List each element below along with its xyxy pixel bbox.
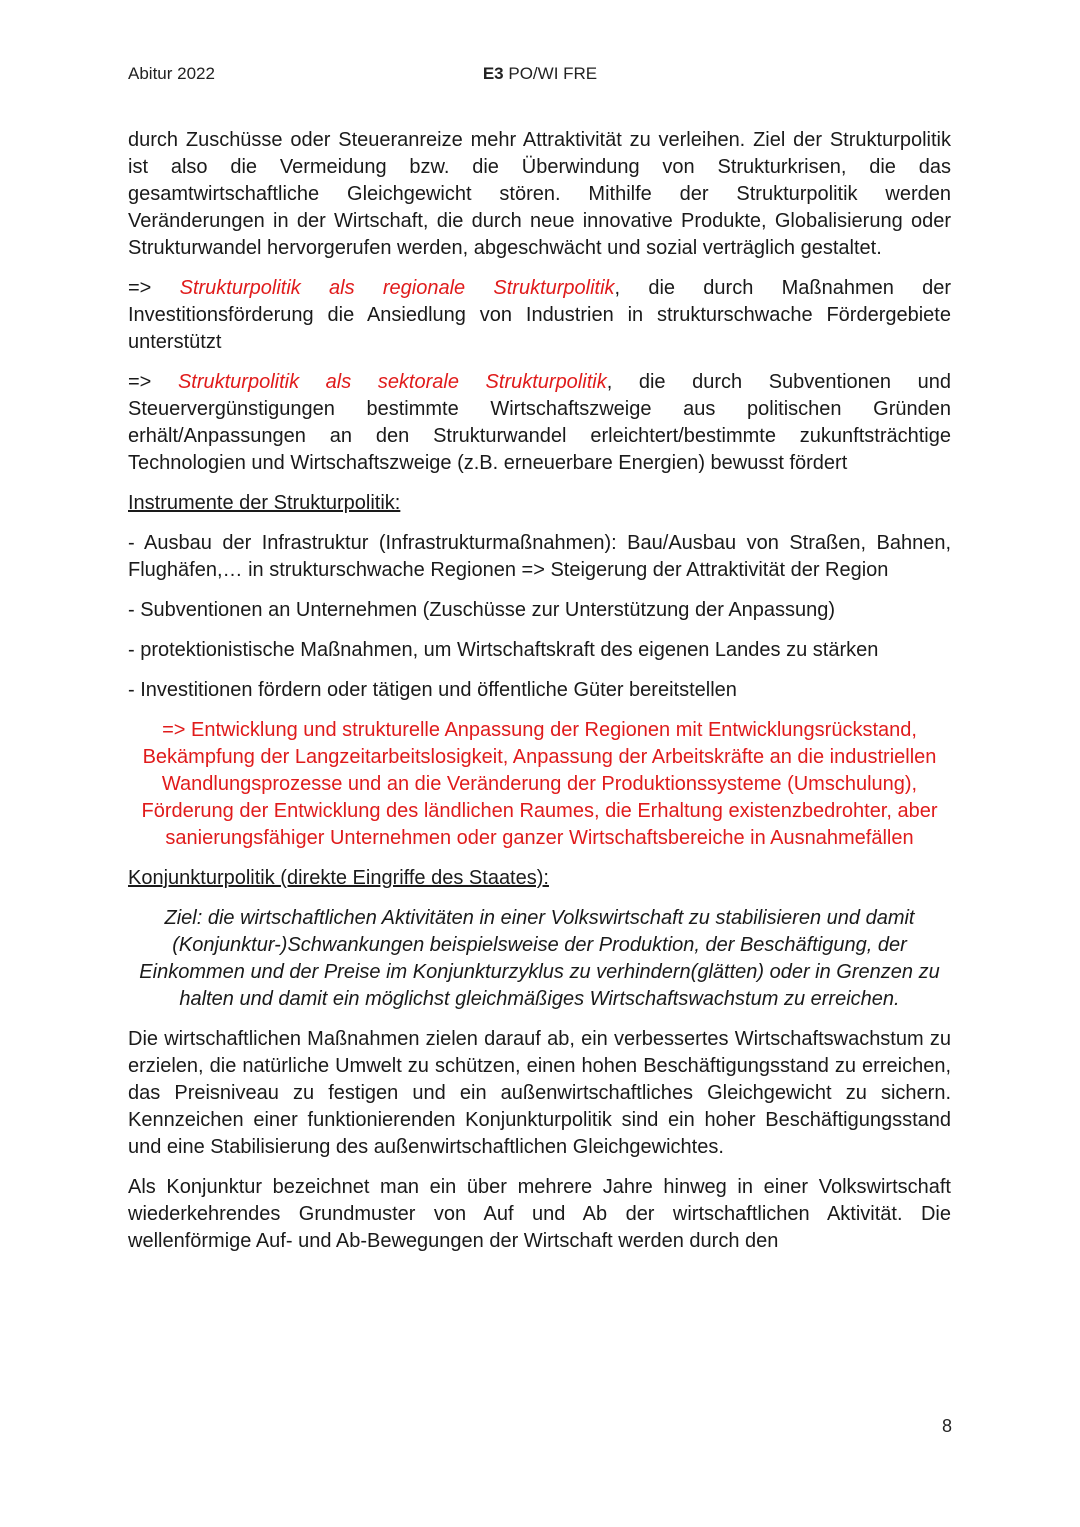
sectoral-policy-paragraph: [128, 369, 951, 477]
page-header: [128, 64, 952, 90]
header-exam-year: Abitur 2022: [128, 64, 215, 83]
arrow-marker: =>: [128, 371, 178, 393]
page-number: 8: [941, 1416, 952, 1436]
regional-policy-paragraph: [128, 275, 951, 356]
instrument-item: - Ausbau der Infrastruktur (Infrastrukturmaßnahmen): Bau/Ausbau von Straßen, Bahnen, Flughäfen,… in strukturschwache Regionen => Steigerung der Attraktivität der Region: [128, 532, 951, 581]
intro-paragraph: durch Zuschüsse oder Steueranreize mehr Attraktivität zu verleihen. Ziel der Strukturpolitik ist also die Vermeidung bzw. die Überwindung von Strukturkrisen, die das gesamtwirtschaftliche Gleichgewicht stören. Mithilfe der Strukturpolitik werden Veränderungen in der Wirtschaft, die durch neue innovative Produkte, Globalisierung oder Strukturwandel hervorgerufen werden, abgeschwächt und sozial verträglich gestaltet.: [128, 129, 951, 259]
instrument-item: - protektionistische Maßnahmen, um Wirtschaftskraft des eigenen Landes zu stärken: [128, 639, 879, 661]
goal-text: : die wirtschaftlichen Aktivitäten in einer Volkswirtschaft zu stabilisieren und damit (Konjunktur-)Schwankungen beispielsweise der Produktion, der Beschäftigung, der Einkommen und der Preise im Konjunkturzyklus zu verhindern(glätten) oder in Grenzen zu halten und damit ein möglichst gleichmäßiges Wirtschaftswachstum zu erreichen.: [139, 907, 940, 1010]
regional-policy-term: Strukturpolitik als regionale Strukturpolitik: [179, 277, 615, 299]
instrument-item: - Investitionen fördern oder tätigen und öffentliche Güter bereitstellen: [128, 679, 737, 701]
structural-policy-summary: => Entwicklung und strukturelle Anpassung der Regionen mit Entwicklungsrückstand, Bekämpfung der Langzeitarbeitslosigkeit, Anpassung der Arbeitskräfte an die industriellen Wandlungsprozesse und an die Veränderung der Produktionssysteme (Umschulung), Förderung der Entwicklung des ländlichen Raumes, die Erhaltung existenzbedrohter, aber sanierungsfähiger Unternehmen oder ganzer Wirtschaftsbereiche in Ausnahmefällen: [141, 719, 938, 849]
sectoral-policy-text: , die durch Subventionen und Steuervergünstigungen bestimmte Wirtschaftszweige aus politischen Gründen erhält/Anpassungen an den Strukturwandel erleichtert/bestimmte zukunftsträchtige Technologien und Wirtschaftszweige (z.B. erneuerbare Energien) bewusst fördert: [128, 371, 951, 474]
page-body: [128, 127, 951, 1268]
instruments-heading: Instrumente der Strukturpolitik:: [128, 492, 401, 514]
header-course-code: [128, 64, 952, 84]
business-cycle-policy-heading: Konjunkturpolitik (direkte Eingriffe des Staates):: [128, 867, 549, 889]
sectoral-policy-term: Strukturpolitik als sektorale Strukturpolitik: [177, 371, 607, 393]
measures-paragraph: Die wirtschaftlichen Maßnahmen zielen darauf ab, ein verbessertes Wirtschaftswachstum zu erzielen, die natürliche Umwelt zu schützen, einen hohen Beschäftigungsstand zu erreichen, das Preisniveau zu festigen und ein außenwirtschaftliches Gleichgewicht zu sichern. Kennzeichen einer funktionierenden Konjunkturpolitik sind ein hoher Beschäftigungsstand und eine Stabilisierung des außenwirtschaftlichen Gleichgewichtes.: [128, 1028, 951, 1158]
goal-label: Ziel: [164, 907, 197, 929]
header-code-rest: PO/WI FRE: [503, 64, 598, 83]
business-cycle-goal: [128, 905, 951, 1013]
regional-policy-text: , die durch Maßnahmen der Investitionsförderung die Ansiedlung von Industrien in strukturschwache Fördergebiete unterstützt: [128, 277, 952, 353]
business-cycle-definition: Als Konjunktur bezeichnet man ein über mehrere Jahre hinweg in einer Volkswirtschaft wiederkehrendes Grundmuster von Auf und Ab der wirtschaftlichen Aktivität. Die wellenförmige Auf- und Ab-Bewegungen der Wirtschaft werden durch den: [128, 1176, 951, 1252]
header-code-bold: E3: [482, 64, 504, 83]
instrument-item: - Subventionen an Unternehmen (Zuschüsse zur Unterstützung der Anpassung): [128, 599, 836, 621]
arrow-marker: =>: [128, 277, 180, 299]
